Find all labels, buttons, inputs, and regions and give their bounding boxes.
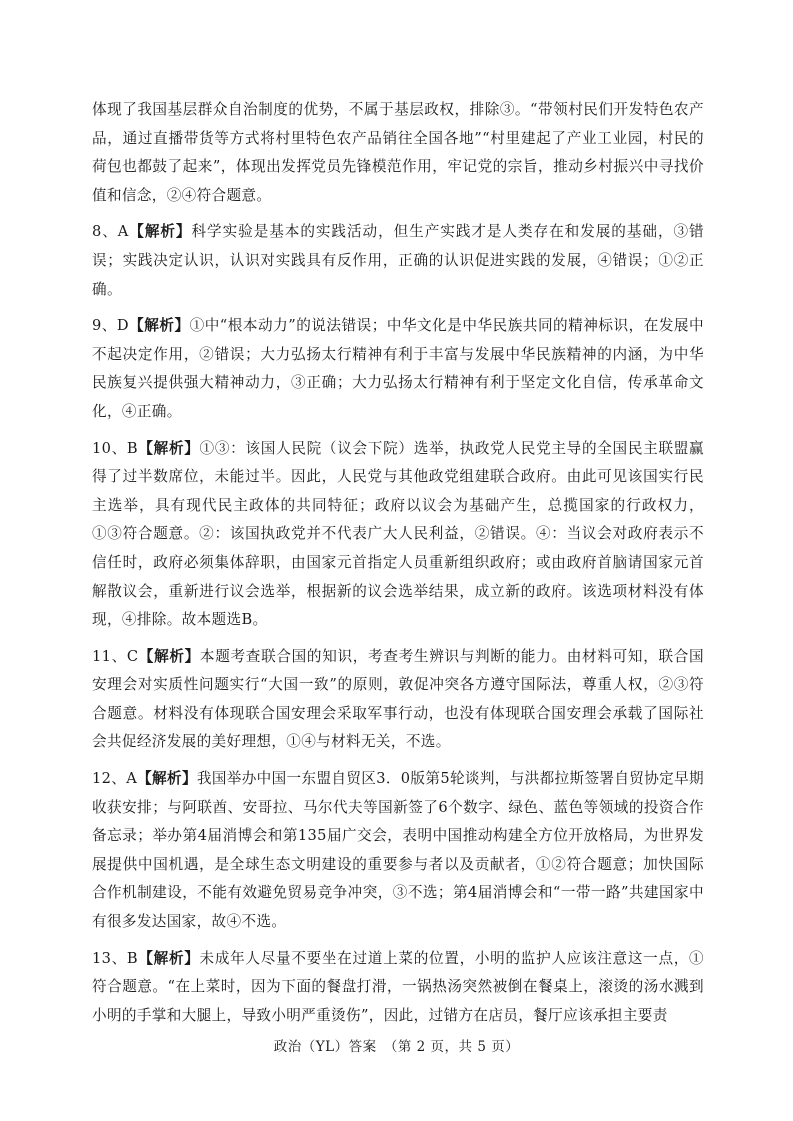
paragraph-continued — [92, 96, 704, 210]
answer-choice: B — [126, 949, 138, 967]
answer-body — [92, 96, 704, 1038]
question-number: 12、 — [92, 770, 127, 788]
page-footer: 政治（YL）答案 （第 2 页，共 5 页） — [273, 1039, 520, 1055]
analysis-tag: 【解析】 — [128, 317, 190, 335]
question-number: 9、 — [92, 317, 117, 335]
paragraph-text: 我国举办中国一东盟自贸区3．0版第5轮谈判，与洪都拉斯签署自贸协定早期收获安排；与阿联酋、安哥拉、马尔代夫等国新签了6个数字、绿色、蓝色等领域的投资合作备忘录；举办第4届消博会和第135届广交会，表明中国推动构建全方位开放格局，为世界发展提供中国机遇，是全球生态文明建设的重要参与者以及贡献者，①②符合题意；加快国际合作机制建设，不能有效避免贸易竞争冲突，③不选；第4届消博会和“一带一路”共建国家中有很多发达国家，故④不选。 — [92, 770, 704, 931]
analysis-tag: 【解析】 — [128, 223, 192, 241]
answer-item-12 — [92, 765, 704, 937]
analysis-tag: 【解析】 — [138, 439, 200, 457]
answer-choice: C — [126, 647, 139, 665]
answer-item-9 — [92, 312, 704, 426]
answer-item-10 — [92, 435, 704, 635]
question-number: 11、 — [92, 647, 127, 665]
answer-choice: D — [116, 317, 129, 335]
answer-choice: B — [126, 439, 138, 457]
answer-choice: A — [117, 223, 129, 241]
answer-item-8 — [92, 218, 704, 304]
answer-item-11 — [92, 643, 704, 757]
answer-item-13 — [92, 945, 704, 1031]
paragraph-text: 本题考查联合国的知识，考查考生辨识与判断的能力。由材料可知，联合国安理会对实质性问题实行“大国一致”的原则，敦促冲突各方遵守国际法，尊重人权，②③符合题意。材料没有体现联合国安理会采取军事行动，也没有体现联合国安理会承载了国际社会共促经济发展的美好理想，①④与材料无关，不选。 — [92, 647, 704, 751]
analysis-tag: 【解析】 — [137, 770, 197, 788]
question-number: 10、 — [92, 439, 127, 457]
analysis-tag: 【解析】 — [138, 647, 200, 665]
question-number: 8、 — [92, 223, 118, 241]
paragraph-text: 未成年人尽量不要坐在过道上菜的位置，小明的监护人应该注意这一点，①符合题意。“在上菜时，因为下面的餐盘打滑，一锅热汤突然被倒在餐桌上，滚烫的汤水溅到小明的手掌和大腿上，导致小明严重烫伤”，因此，过错方在店员，餐厅应该承担主要责 — [92, 949, 704, 1024]
answer-choice: A — [126, 770, 138, 788]
paragraph-text: ①③：该国人民院（议会下院）选举，执政党人民党主导的全国民主联盟赢得了过半数席位，未能过半。因此，人民党与其他政党组建联合政府。由此可见该国实行民主选举，具有现代民主政体的共同特征；政府以议会为基础产生，总揽国家的行政权力，①③符合题意。②：该国执政党并不代表广大人民利益，②错误。④：当议会对政府表示不信任时，政府必须集体辞职，由国家元首指定人员重新组织政府；或由政府首脑请国家元首解散议会，重新进行议会选举，根据新的议会选举结果，成立新的政府。该选项材料没有体现，④排除。故本题选B。 — [92, 439, 704, 629]
paragraph-text: 科学实验是基本的实践活动，但生产实践才是人类存在和发展的基础，③错误；实践决定认识，认识对实践具有反作用，正确的认识促进实践的发展，④错误；①②正确。 — [92, 223, 704, 298]
question-number: 13、 — [92, 949, 127, 967]
paragraph-text: ①中“根本动力”的说法错误；中华文化是中华民族共同的精神标识，在发展中不起决定作用，②错误；大力弘扬太行精神有利于丰富与发展中华民族精神的内涵，为中华民族复兴提供强大精神动力，③正确；大力弘扬太行精神有利于坚定文化自信，传承革命文化，④正确。 — [92, 317, 704, 420]
paragraph-text: 体现了我国基层群众自治制度的优势，不属于基层政权，排除③。“带领村民们开发特色农产品，通过直播带货等方式将村里特色农产品销往全国各地”“村里建起了产业工业园，村民的荷包也都鼓了起来”，体现出发挥党员先锋模范作用，牢记党的宗旨，推动乡村振兴中寻找价值和信念，②④符合题意。 — [92, 101, 704, 204]
analysis-tag: 【解析】 — [138, 949, 200, 967]
